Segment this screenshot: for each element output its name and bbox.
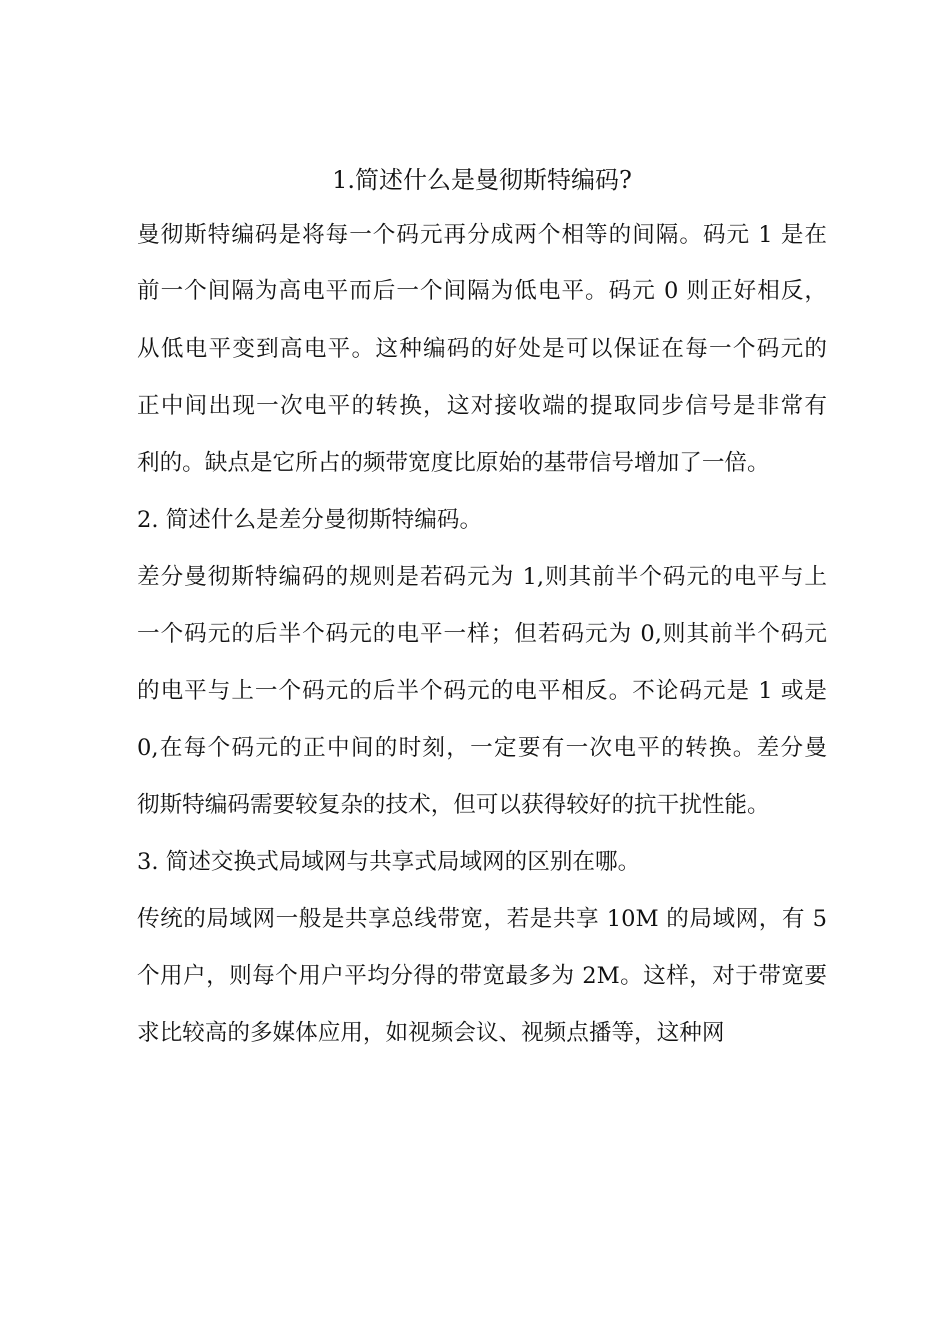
question-2-heading: 2. 简述什么是差分曼彻斯特编码。 <box>137 507 483 533</box>
paragraph-line: 差分曼彻斯特编码的规则是若码元为 1,则其前半个码元的电平与上 <box>137 564 827 590</box>
paragraph-line: 利的。缺点是它所占的频带宽度比原始的基带信号增加了一倍。 <box>137 450 770 476</box>
paragraph-line: 曼彻斯特编码是将每一个码元再分成两个相等的间隔。码元 1 是在 <box>137 222 827 248</box>
paragraph-line: 彻斯特编码需要较复杂的技术，但可以获得较好的抗干扰性能。 <box>137 792 770 818</box>
paragraph-line: 传统的局域网一般是共享总线带宽，若是共享 10M 的局域网，有 5 <box>137 906 827 932</box>
paragraph-line: 求比较高的多媒体应用，如视频会议、视频点播等，这种网 <box>137 1020 725 1046</box>
paragraph-line: 个用户，则每个用户平均分得的带宽最多为 2M。这样，对于带宽要 <box>137 963 827 989</box>
paragraph-line: 从低电平变到高电平。这种编码的好处是可以保证在每一个码元的 <box>137 336 827 362</box>
paragraph-line: 正中间出现一次电平的转换，这对接收端的提取同步信号是非常有 <box>137 393 827 419</box>
question-3-heading: 3. 简述交换式局域网与共享式局域网的区别在哪。 <box>137 849 641 875</box>
question-1-title: 1.简述什么是曼彻斯特编码? <box>332 166 632 194</box>
paragraph-line: 的电平与上一个码元的后半个码元的电平相反。不论码元是 1 或是 <box>137 678 827 704</box>
paragraph-line: 前一个间隔为高电平而后一个间隔为低电平。码元 0 则正好相反， <box>137 278 827 304</box>
paragraph-line: 0,在每个码元的正中间的时刻，一定要有一次电平的转换。差分曼 <box>137 735 827 761</box>
paragraph-line: 一个码元的后半个码元的电平一样；但若码元为 0,则其前半个码元 <box>137 621 827 647</box>
